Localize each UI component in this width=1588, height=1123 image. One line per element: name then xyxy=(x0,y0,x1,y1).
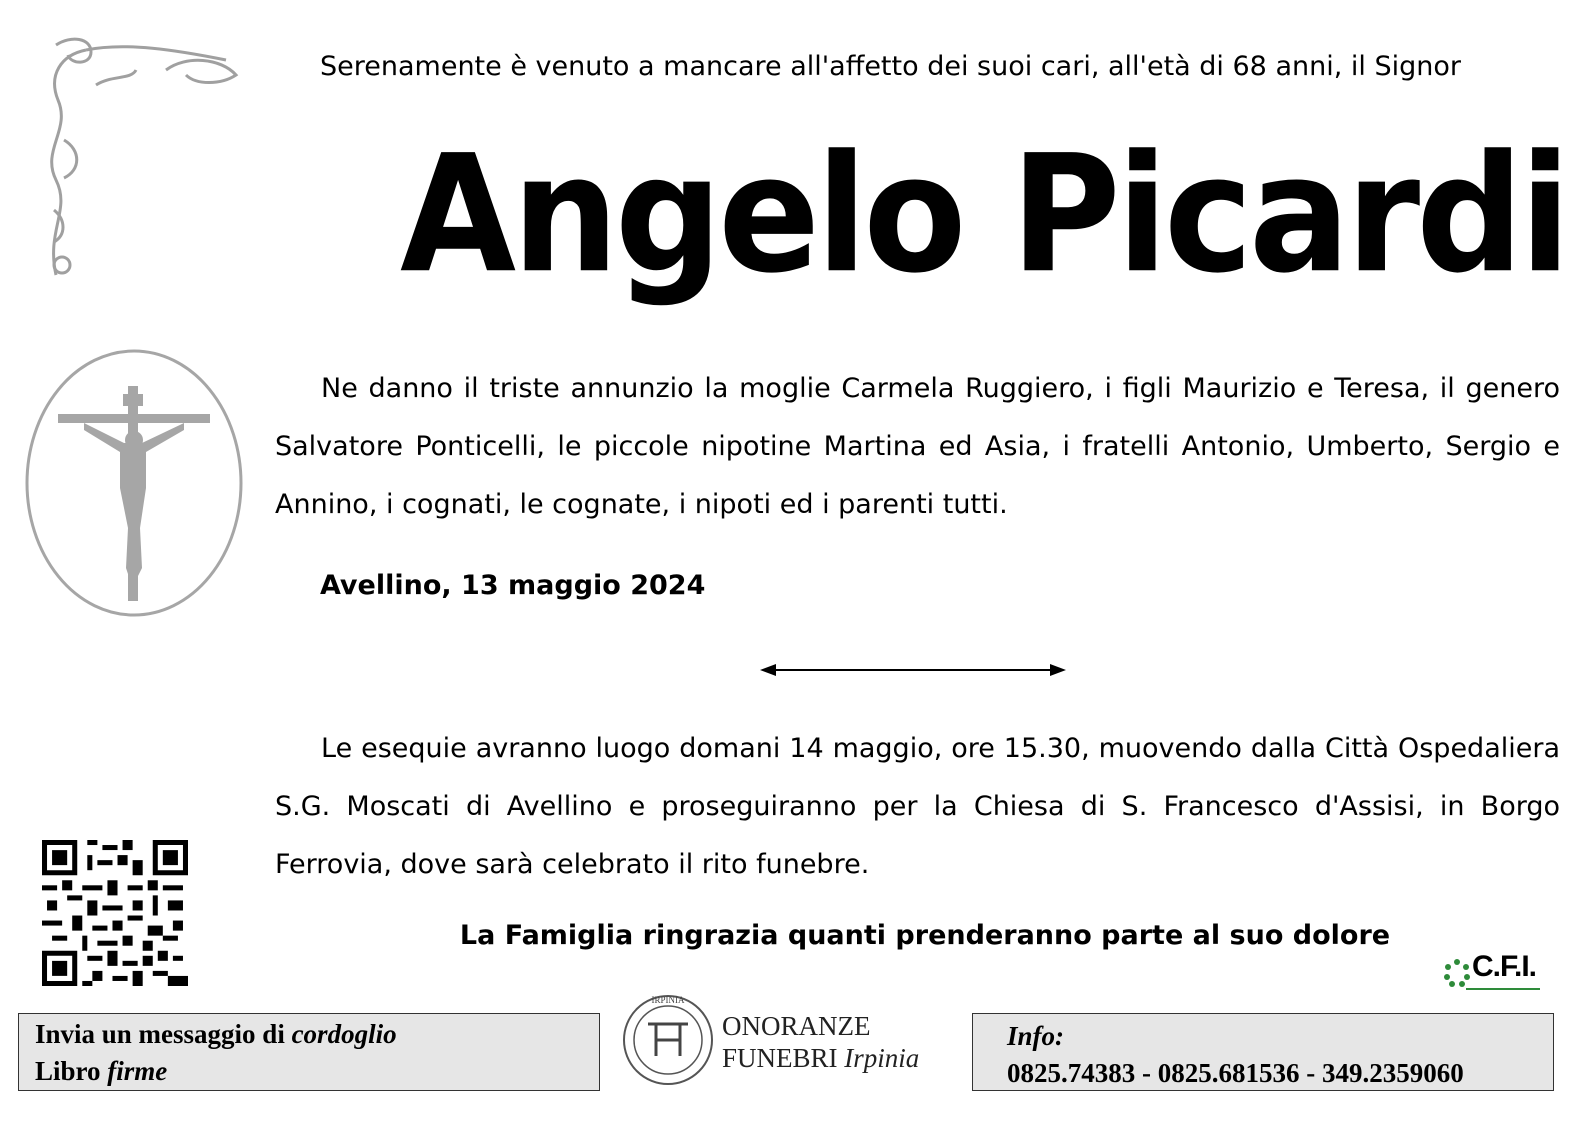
double-arrow-icon xyxy=(758,660,1068,680)
cfi-dots-icon xyxy=(1444,958,1470,988)
cfi-underline xyxy=(1466,988,1540,990)
crucifix-icon xyxy=(24,348,244,618)
info-label: Info: xyxy=(1007,1021,1065,1051)
qr-code-icon[interactable] xyxy=(42,840,188,986)
place-date: Avellino, 13 maggio 2024 xyxy=(320,570,706,601)
logo-line2: FUNEBRI Irpinia xyxy=(722,1043,920,1073)
condolence-box[interactable] xyxy=(18,1013,600,1091)
phone-numbers[interactable]: 0825.74383 - 0825.681536 - 349.2359060 xyxy=(1007,1058,1464,1088)
funeral-home-name xyxy=(722,1010,919,1074)
condolence-link[interactable]: Invia un messaggio di cordoglio xyxy=(35,1019,397,1049)
emblem-ring-text: IRPINIA xyxy=(651,995,685,1005)
intro-text: Serenamente è venuto a mancare all'affetto dei suoi cari, all'età di 68 anni, il Signor xyxy=(320,51,1461,82)
funeral-home-emblem xyxy=(618,990,718,1090)
funeral-paragraph: Le esequie avranno luogo domani 14 maggio, ore 15.30, muovendo dalla Città Ospedaliera S.G. Moscati di Avellino e proseguiranno per la Chiesa di S. Francesco d'Assisi, in Borgo Ferrovia, dove sarà celebrato il rito funebre. xyxy=(275,733,1560,880)
corner-flourish-icon xyxy=(36,30,246,285)
thanks-line: La Famiglia ringrazia quanti prenderanno parte al suo dolore xyxy=(459,920,1391,951)
logo-line1: ONORANZE xyxy=(722,1011,871,1041)
family-paragraph: Ne danno il triste annunzio la moglie Carmela Ruggiero, i figli Maurizio e Teresa, il genero Salvatore Ponticelli, le piccole nipotine Martina ed Asia, i fratelli Antonio, Umberto, Sergio e Annino, i cognati, le cognate, i nipoti ed i parenti tutti. xyxy=(275,373,1560,520)
info-box xyxy=(972,1013,1554,1091)
cfi-wordmark: C.F.I. xyxy=(1472,950,1537,983)
deceased-name: Angelo Picardi xyxy=(400,121,1567,310)
cfi-logo xyxy=(1444,950,1544,1000)
guestbook-link[interactable]: Libro firme xyxy=(35,1056,168,1086)
